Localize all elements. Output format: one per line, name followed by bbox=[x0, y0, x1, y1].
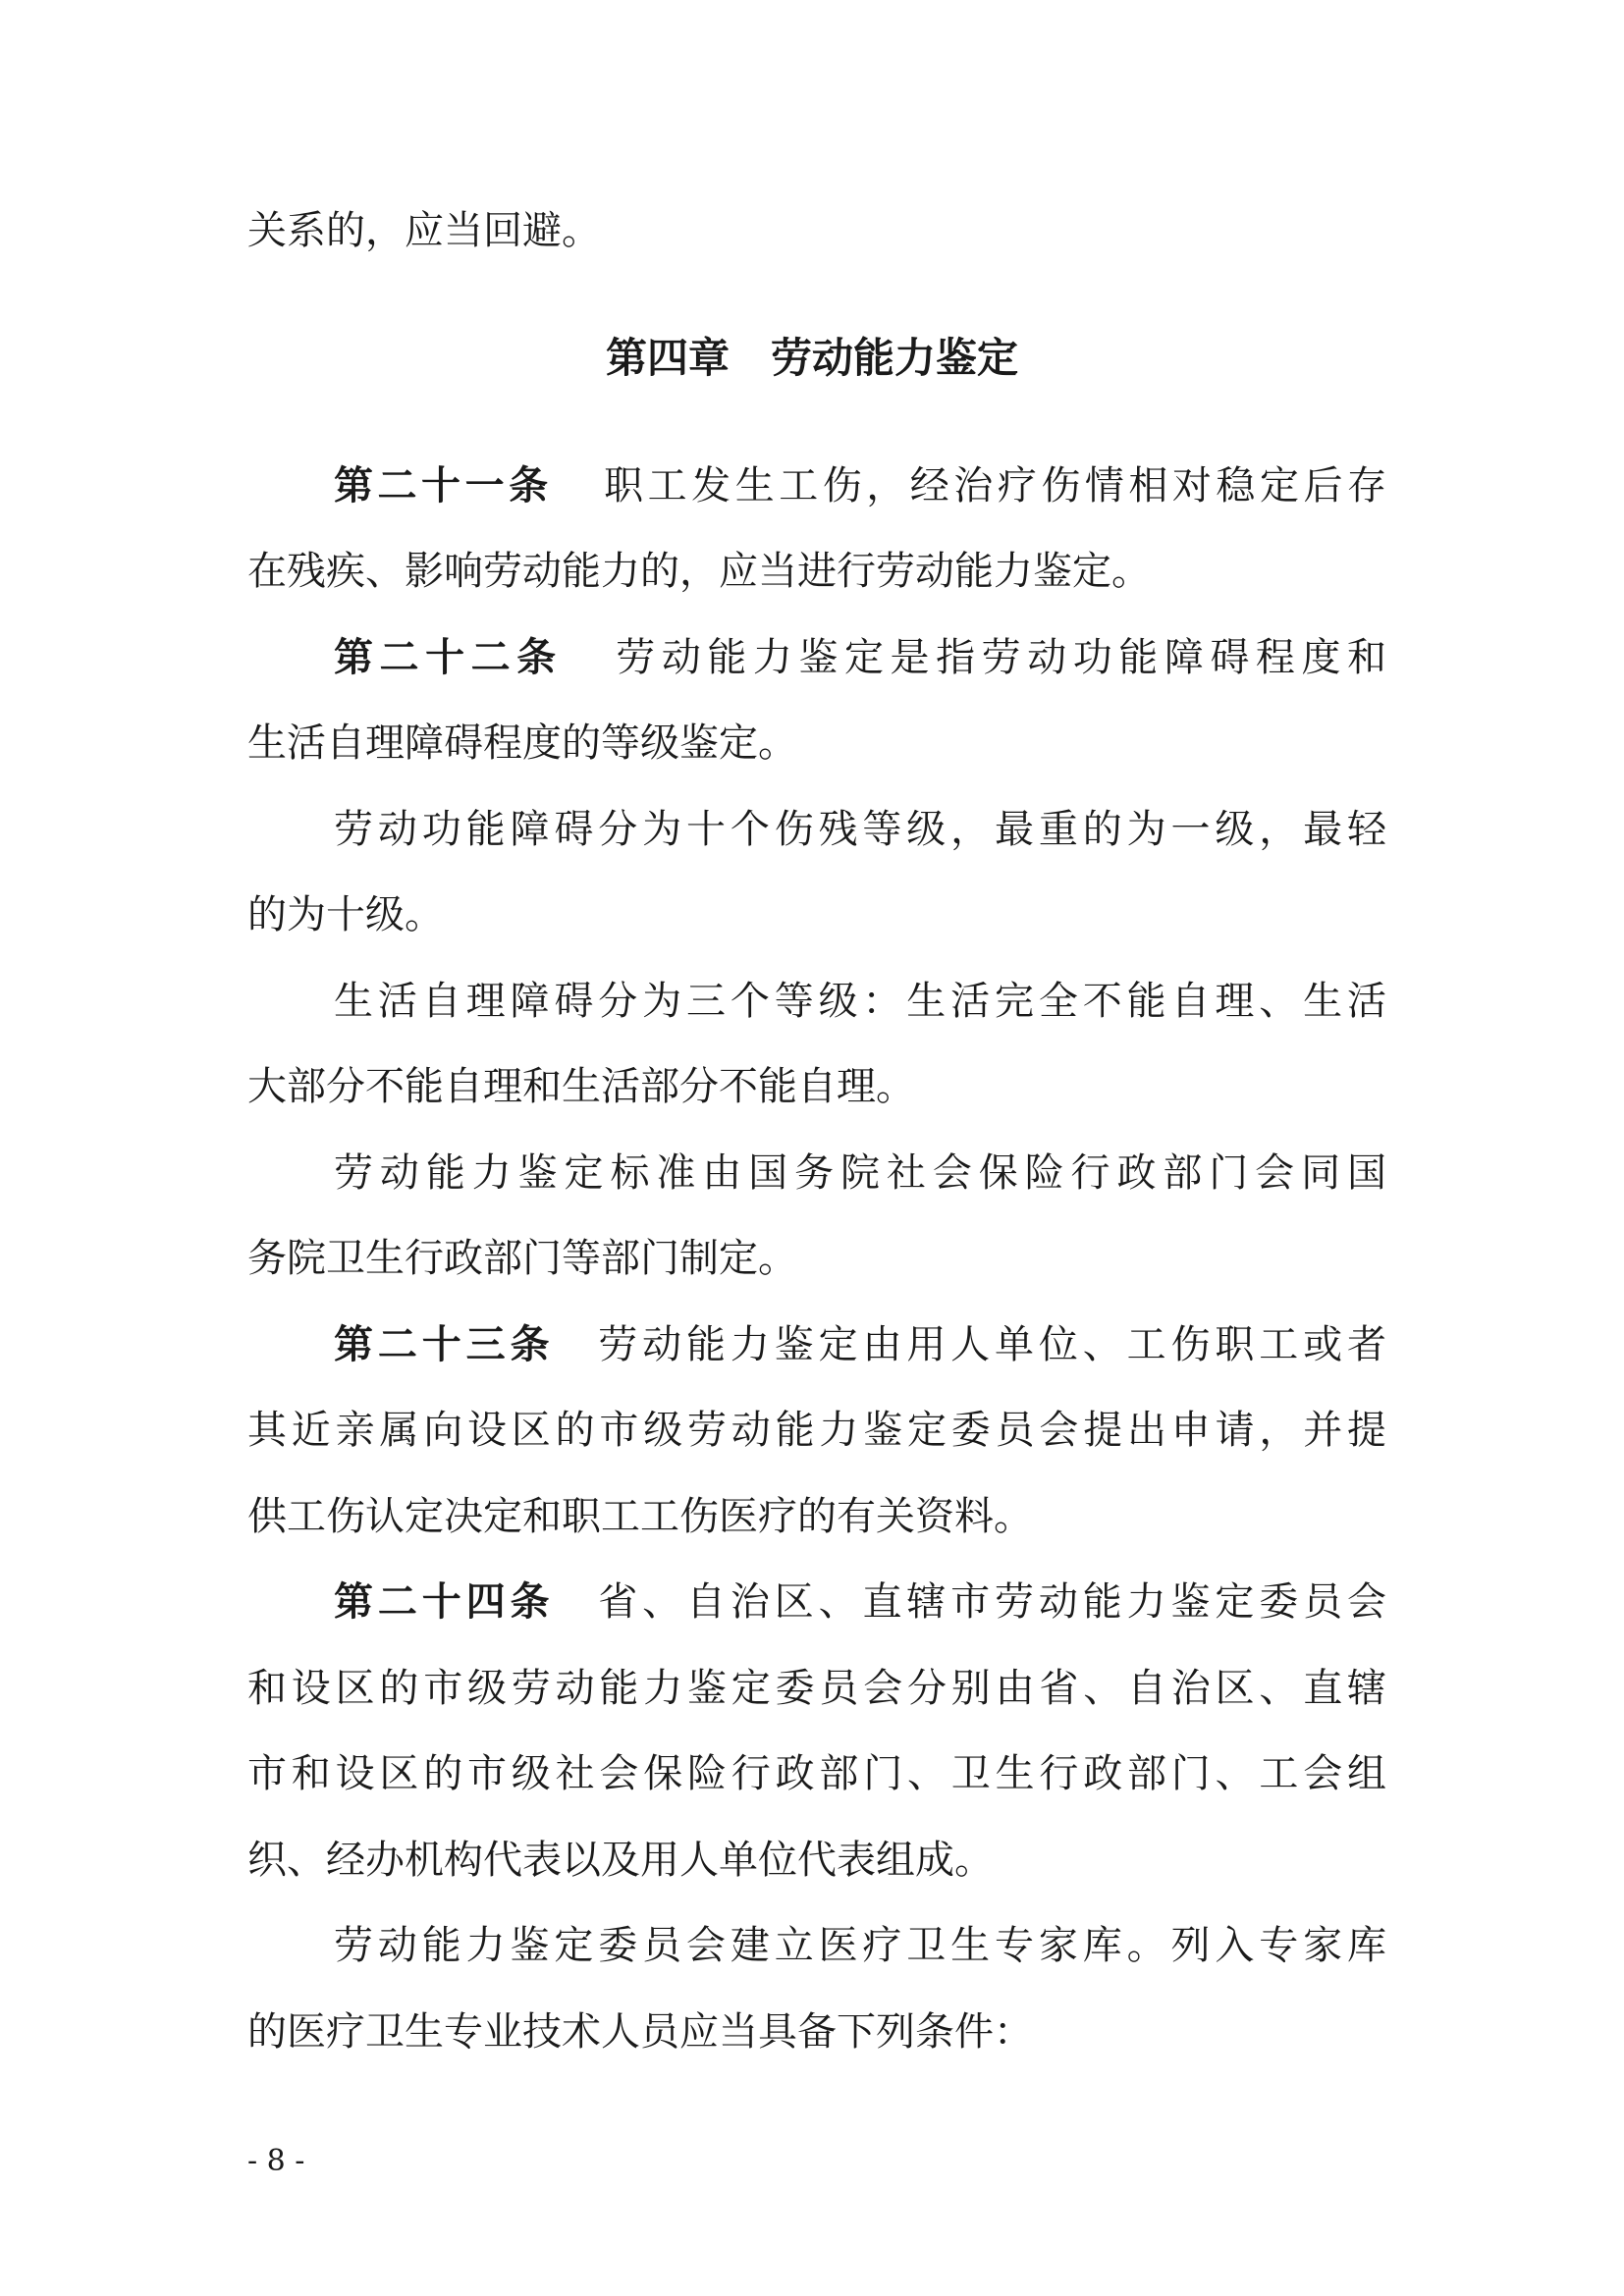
article-22-para4-line-2: 务院卫生行政部门等部门制定。 bbox=[247, 1236, 797, 1281]
article-23-text-1: 劳动能力鉴定由用人单位、工伤职工或者 bbox=[593, 1322, 1387, 1367]
article-24-para2-line-2: 的医疗卫生专业技术人员应当具备下列条件： bbox=[247, 2009, 1033, 2055]
page-number: - 8 - bbox=[247, 2144, 305, 2178]
article-22-text-1: 劳动能力鉴定是指劳动功能障碍程度和 bbox=[609, 635, 1387, 680]
chapter-title: 第四章 劳动能力鉴定 bbox=[605, 334, 1018, 382]
article-21-heading: 第二十一条 bbox=[334, 463, 553, 508]
article-24-para2-line-1: 劳动能力鉴定委员会建立医疗卫生专家库。列入专家库 bbox=[334, 1923, 1386, 1968]
article-24-line-2: 和设区的市级劳动能力鉴定委员会分别由省、自治区、直辖 bbox=[247, 1666, 1386, 1711]
article-22-para4-line-1: 劳动能力鉴定标准由国务院社会保险行政部门会同国 bbox=[334, 1150, 1386, 1196]
article-23-line-1 bbox=[334, 1315, 1386, 1374]
article-22-para3-line-1: 生活自理障碍分为三个等级：生活完全不能自理、生活 bbox=[334, 979, 1386, 1024]
article-22-line-2: 生活自理障碍程度的等级鉴定。 bbox=[247, 721, 797, 766]
article-23-line-3: 供工伤认定决定和职工工伤医疗的有关资料。 bbox=[247, 1494, 1033, 1539]
continuation-text: 关系的，应当回避。 bbox=[247, 208, 601, 253]
article-22-para2-line-2: 的为十级。 bbox=[247, 892, 444, 937]
article-22-para2-line-1: 劳动功能障碍分为十个伤残等级，最重的为一级，最轻 bbox=[334, 807, 1386, 852]
article-22-para3-line-2: 大部分不能自理和生活部分不能自理。 bbox=[247, 1064, 915, 1109]
article-21-line-2: 在残疾、影响劳动能力的，应当进行劳动能力鉴定。 bbox=[247, 549, 1151, 594]
article-23-line-2: 其近亲属向设区的市级劳动能力鉴定委员会提出申请，并提 bbox=[247, 1408, 1386, 1453]
article-21-text-1: 职工发生工伤，经治疗伤情相对稳定后存 bbox=[599, 463, 1387, 508]
article-22-line-1 bbox=[334, 628, 1386, 687]
article-21-line-1 bbox=[334, 456, 1386, 515]
article-22-heading: 第二十二条 bbox=[334, 635, 563, 680]
article-23-heading: 第二十三条 bbox=[334, 1322, 555, 1367]
article-24-line-3: 市和设区的市级社会保险行政部门、卫生行政部门、工会组 bbox=[247, 1751, 1386, 1796]
article-24-line-4: 织、经办机构代表以及用人单位代表组成。 bbox=[247, 1838, 994, 1883]
article-24-heading: 第二十四条 bbox=[334, 1579, 555, 1625]
article-24-line-1 bbox=[334, 1573, 1386, 1631]
article-24-text-1: 省、自治区、直辖市劳动能力鉴定委员会 bbox=[593, 1579, 1387, 1625]
